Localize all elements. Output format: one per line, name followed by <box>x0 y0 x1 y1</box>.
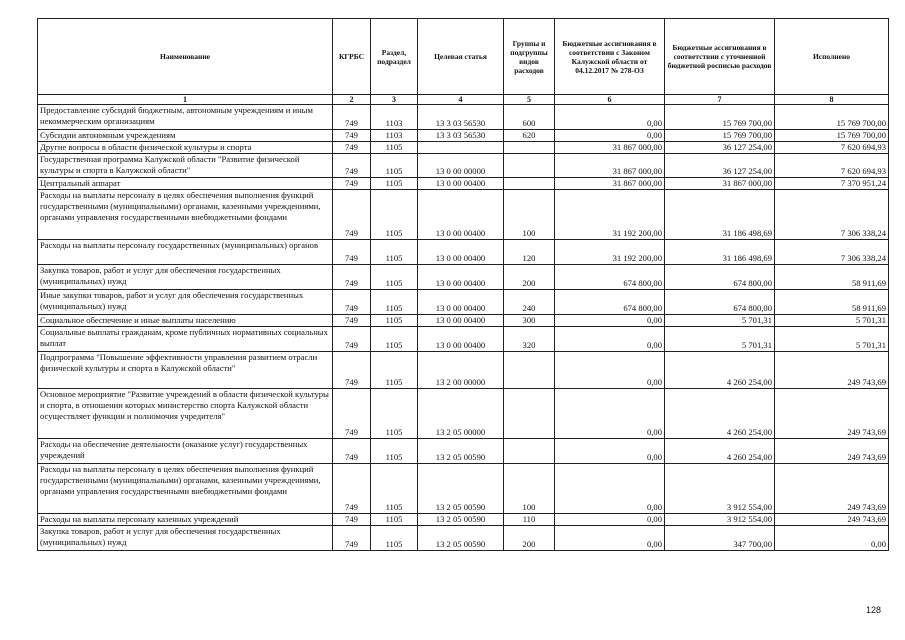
row-refined-amount: 4 260 254,00 <box>665 439 775 464</box>
row-law-amount: 31 867 000,00 <box>555 154 665 178</box>
row-target: 13 2 05 00590 <box>418 439 504 464</box>
row-executed-amount: 0,00 <box>775 526 889 551</box>
row-kgrbs: 749 <box>333 240 371 265</box>
row-group <box>504 154 555 178</box>
row-group: 110 <box>504 514 555 526</box>
row-kgrbs: 749 <box>333 105 371 130</box>
column-number: 5 <box>504 95 555 105</box>
row-refined-amount: 36 127 254,00 <box>665 142 775 154</box>
row-target: 13 3 03 56530 <box>418 130 504 142</box>
row-group: 100 <box>504 190 555 240</box>
row-executed-amount: 15 769 700,00 <box>775 130 889 142</box>
row-law-amount: 31 192 200,00 <box>555 190 665 240</box>
row-target: 13 2 00 00000 <box>418 352 504 389</box>
header-executed: Исполнено <box>775 19 889 95</box>
row-executed-amount: 7 306 338,24 <box>775 240 889 265</box>
page-number: 128 <box>866 605 882 615</box>
row-section: 1105 <box>371 240 418 265</box>
row-section: 1105 <box>371 154 418 178</box>
row-kgrbs: 749 <box>333 178 371 190</box>
column-number: 4 <box>418 95 504 105</box>
header-section: Раздел, подраздел <box>371 19 418 95</box>
row-law-amount: 0,00 <box>555 130 665 142</box>
table-row <box>38 290 889 315</box>
row-section: 1105 <box>371 190 418 240</box>
row-name: Закупка товаров, работ и услуг для обеспечения государственных (муниципальных) нужд <box>38 526 333 551</box>
row-target: 13 3 03 56530 <box>418 105 504 130</box>
row-group: 200 <box>504 265 555 290</box>
table-row <box>38 389 889 439</box>
row-section: 1105 <box>371 142 418 154</box>
column-number: 7 <box>665 95 775 105</box>
table-row <box>38 178 889 190</box>
row-group: 100 <box>504 464 555 514</box>
row-section: 1105 <box>371 265 418 290</box>
row-group <box>504 142 555 154</box>
row-group <box>504 439 555 464</box>
table-body <box>38 105 889 551</box>
row-section: 1105 <box>371 389 418 439</box>
row-target: 13 0 00 00400 <box>418 315 504 327</box>
table-row <box>38 352 889 389</box>
row-kgrbs: 749 <box>333 464 371 514</box>
row-refined-amount: 4 260 254,00 <box>665 352 775 389</box>
table-row <box>38 526 889 551</box>
table-row <box>38 190 889 240</box>
column-number: 6 <box>555 95 665 105</box>
row-group: 600 <box>504 105 555 130</box>
header-refined: Бюджетные ассигнования в соответствии с уточненной бюджетной росписью расходов <box>665 19 775 95</box>
row-section: 1105 <box>371 514 418 526</box>
row-group: 120 <box>504 240 555 265</box>
header-row <box>38 19 889 95</box>
budget-table <box>37 18 889 551</box>
row-group: 200 <box>504 526 555 551</box>
table-row <box>38 327 889 352</box>
row-kgrbs: 749 <box>333 526 371 551</box>
row-name: Государственная программа Калужской области "Развитие физической культуры и спорта в Калужской области" <box>38 154 333 178</box>
row-executed-amount: 15 769 700,00 <box>775 105 889 130</box>
row-executed-amount: 249 743,69 <box>775 439 889 464</box>
row-name: Иные закупки товаров, работ и услуг для обеспечения государственных (муниципальных) нужд <box>38 290 333 315</box>
row-executed-amount: 249 743,69 <box>775 389 889 439</box>
row-executed-amount: 7 620 694,93 <box>775 154 889 178</box>
row-target: 13 0 00 00400 <box>418 327 504 352</box>
row-name: Предоставление субсидий бюджетным, автономным учреждениям и иным некоммерческим организациям <box>38 105 333 130</box>
table-row <box>38 439 889 464</box>
row-group <box>504 352 555 389</box>
column-number-row <box>38 95 889 105</box>
row-target: 13 0 00 00400 <box>418 178 504 190</box>
table-row <box>38 315 889 327</box>
row-target <box>418 142 504 154</box>
row-kgrbs: 749 <box>333 265 371 290</box>
row-kgrbs: 749 <box>333 514 371 526</box>
row-refined-amount: 15 769 700,00 <box>665 130 775 142</box>
row-name: Подпрограмма "Повышение эффективности управления развитием отрасли физической культуры и спорта в Калужской области" <box>38 352 333 389</box>
row-name: Другие вопросы в области физической культуры и спорта <box>38 142 333 154</box>
row-refined-amount: 31 186 498,69 <box>665 190 775 240</box>
row-refined-amount: 674 800,00 <box>665 290 775 315</box>
header-groups: Группы и подгруппы видов расходов <box>504 19 555 95</box>
row-section: 1105 <box>371 439 418 464</box>
row-refined-amount: 3 912 554,00 <box>665 464 775 514</box>
table-row <box>38 154 889 178</box>
row-name: Расходы на выплаты персоналу в целях обеспечения выполнения функций государственными (муниципальными) органами, казенными учреждениями, органами управления государственными внебюджетными фондами <box>38 190 333 240</box>
row-law-amount: 674 800,00 <box>555 290 665 315</box>
row-section: 1105 <box>371 464 418 514</box>
row-executed-amount: 249 743,69 <box>775 352 889 389</box>
table-row <box>38 105 889 130</box>
row-executed-amount: 5 701,31 <box>775 315 889 327</box>
row-section: 1105 <box>371 178 418 190</box>
row-name: Центральный аппарат <box>38 178 333 190</box>
row-executed-amount: 249 743,69 <box>775 464 889 514</box>
row-law-amount: 0,00 <box>555 315 665 327</box>
row-name: Расходы на обеспечение деятельности (оказание услуг) государственных учреждений <box>38 439 333 464</box>
header-target: Целевая статья <box>418 19 504 95</box>
column-number: 8 <box>775 95 889 105</box>
row-target: 13 2 05 00590 <box>418 526 504 551</box>
row-executed-amount: 58 911,69 <box>775 265 889 290</box>
row-name: Субсидии автономным учреждениям <box>38 130 333 142</box>
row-refined-amount: 31 867 000,00 <box>665 178 775 190</box>
row-executed-amount: 58 911,69 <box>775 290 889 315</box>
row-refined-amount: 4 260 254,00 <box>665 389 775 439</box>
row-law-amount: 0,00 <box>555 464 665 514</box>
row-kgrbs: 749 <box>333 154 371 178</box>
row-executed-amount: 5 701,31 <box>775 327 889 352</box>
row-target: 13 0 00 00000 <box>418 154 504 178</box>
row-group <box>504 389 555 439</box>
row-executed-amount: 7 306 338,24 <box>775 190 889 240</box>
row-law-amount: 0,00 <box>555 389 665 439</box>
row-executed-amount: 249 743,69 <box>775 514 889 526</box>
row-executed-amount: 7 620 694,93 <box>775 142 889 154</box>
row-target: 13 0 00 00400 <box>418 190 504 240</box>
row-kgrbs: 749 <box>333 142 371 154</box>
row-kgrbs: 749 <box>333 130 371 142</box>
table-row <box>38 464 889 514</box>
row-section: 1105 <box>371 315 418 327</box>
row-kgrbs: 749 <box>333 389 371 439</box>
table-row <box>38 514 889 526</box>
header-law: Бюджетные ассигнования в соответствии с Законом Калужской области от 04.12.2017 № 278-ОЗ <box>555 19 665 95</box>
row-group <box>504 178 555 190</box>
row-law-amount: 31 867 000,00 <box>555 178 665 190</box>
row-refined-amount: 3 912 554,00 <box>665 514 775 526</box>
row-name: Расходы на выплаты персоналу государственных (муниципальных) органов <box>38 240 333 265</box>
row-refined-amount: 5 701,31 <box>665 327 775 352</box>
row-kgrbs: 749 <box>333 439 371 464</box>
row-refined-amount: 15 769 700,00 <box>665 105 775 130</box>
row-kgrbs: 749 <box>333 327 371 352</box>
row-name: Социальные выплаты гражданам, кроме публичных нормативных социальных выплат <box>38 327 333 352</box>
row-group: 240 <box>504 290 555 315</box>
row-kgrbs: 749 <box>333 190 371 240</box>
row-refined-amount: 347 700,00 <box>665 526 775 551</box>
row-name: Расходы на выплаты персоналу в целях обеспечения выполнения функций государственными (муниципальными) органами, казенными учреждениями, органами управления государственными внебюджетными фондами <box>38 464 333 514</box>
column-number: 1 <box>38 95 333 105</box>
row-executed-amount: 7 370 951,24 <box>775 178 889 190</box>
table-row <box>38 240 889 265</box>
row-target: 13 0 00 00400 <box>418 240 504 265</box>
table-row <box>38 265 889 290</box>
row-kgrbs: 749 <box>333 352 371 389</box>
row-name: Основное мероприятие "Развитие учреждений в области физической культуры и спорта, в отношении которых министерство спорта Калужской области осуществляет функции и полномочия учредителя" <box>38 389 333 439</box>
row-law-amount: 0,00 <box>555 514 665 526</box>
row-name: Закупка товаров, работ и услуг для обеспечения государственных (муниципальных) нужд <box>38 265 333 290</box>
column-number: 2 <box>333 95 371 105</box>
row-law-amount: 31 192 200,00 <box>555 240 665 265</box>
row-section: 1103 <box>371 105 418 130</box>
row-law-amount: 31 867 000,00 <box>555 142 665 154</box>
row-law-amount: 0,00 <box>555 526 665 551</box>
row-name: Социальное обеспечение и иные выплаты населению <box>38 315 333 327</box>
row-target: 13 2 05 00000 <box>418 389 504 439</box>
row-group: 300 <box>504 315 555 327</box>
row-target: 13 0 00 00400 <box>418 265 504 290</box>
row-kgrbs: 749 <box>333 315 371 327</box>
row-section: 1105 <box>371 526 418 551</box>
row-law-amount: 674 800,00 <box>555 265 665 290</box>
row-law-amount: 0,00 <box>555 439 665 464</box>
row-group: 320 <box>504 327 555 352</box>
row-group: 620 <box>504 130 555 142</box>
row-law-amount: 0,00 <box>555 352 665 389</box>
row-kgrbs: 749 <box>333 290 371 315</box>
row-refined-amount: 36 127 254,00 <box>665 154 775 178</box>
row-target: 13 0 00 00400 <box>418 290 504 315</box>
row-refined-amount: 5 701,31 <box>665 315 775 327</box>
row-refined-amount: 674 800,00 <box>665 265 775 290</box>
row-section: 1103 <box>371 130 418 142</box>
column-number: 3 <box>371 95 418 105</box>
row-section: 1105 <box>371 327 418 352</box>
row-refined-amount: 31 186 498,69 <box>665 240 775 265</box>
table-row <box>38 142 889 154</box>
header-name: Наименование <box>38 19 333 95</box>
row-section: 1105 <box>371 290 418 315</box>
row-section: 1105 <box>371 352 418 389</box>
row-name: Расходы на выплаты персоналу казенных учреждений <box>38 514 333 526</box>
row-target: 13 2 05 00590 <box>418 464 504 514</box>
row-law-amount: 0,00 <box>555 105 665 130</box>
row-law-amount: 0,00 <box>555 327 665 352</box>
row-target: 13 2 05 00590 <box>418 514 504 526</box>
table-row <box>38 130 889 142</box>
header-kgrbs: КГРБС <box>333 19 371 95</box>
